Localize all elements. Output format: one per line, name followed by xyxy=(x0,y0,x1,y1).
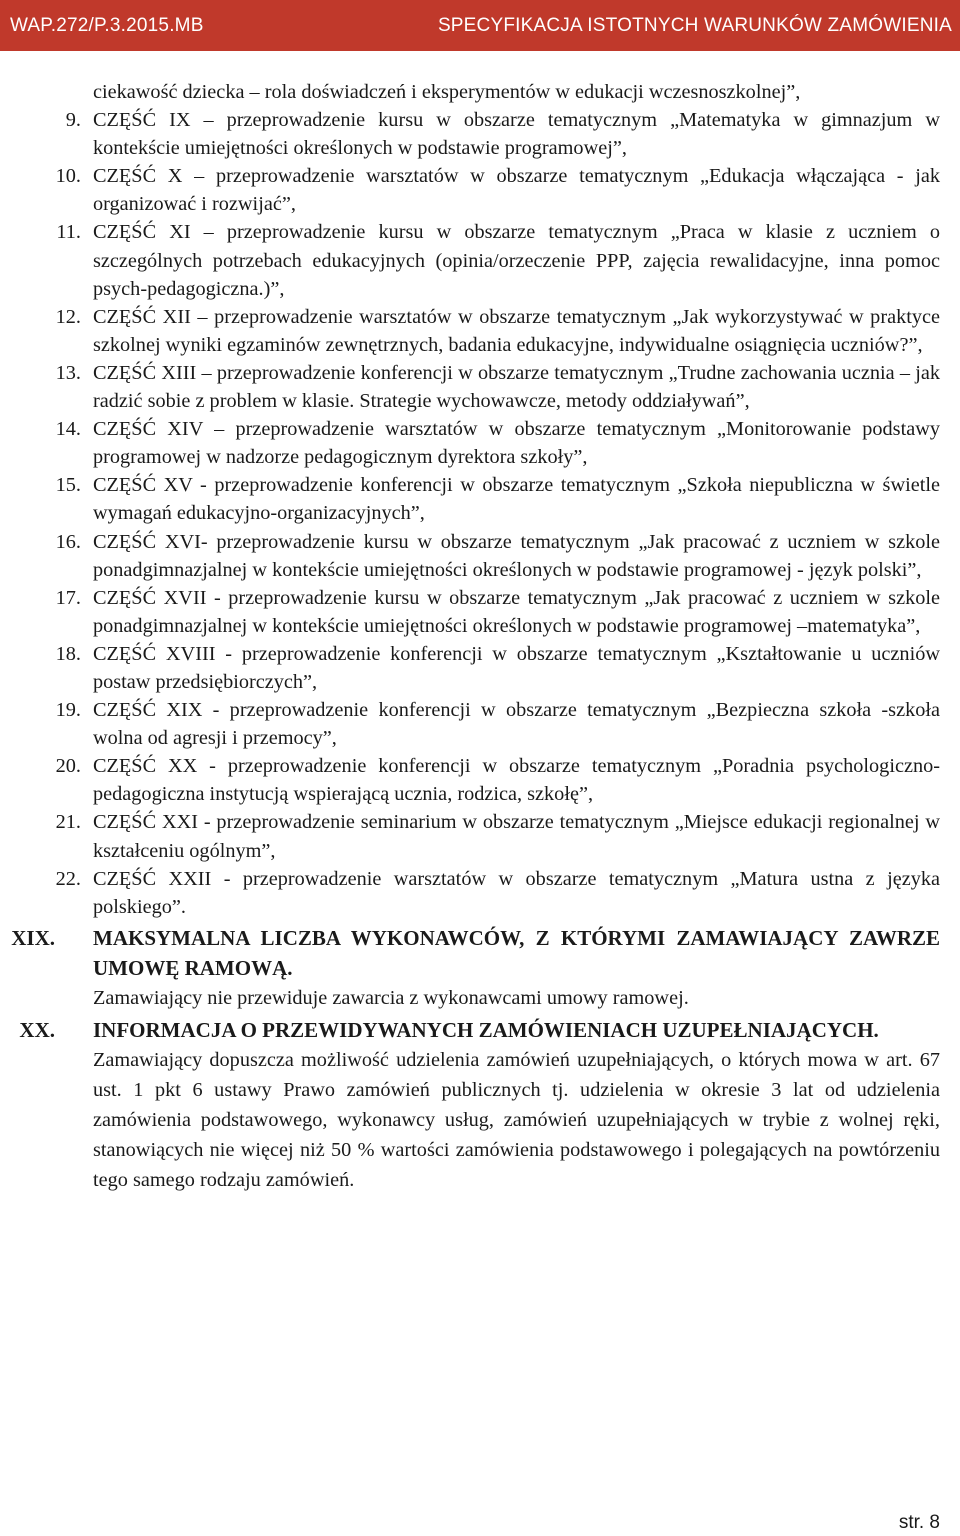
sections-container xyxy=(0,923,960,1195)
section-body: Zamawiający dopuszcza możliwość udzielenia zamówień uzupełniających, o których mowa w art. 67 ust. 1 pkt 6 ustawy Prawo zamówień publicznych tj. udzielenia w okresie 3 lat od udzielenia zamówienia podstawowego, wykonawcy usług, zamówień uzupełniających w trybie z wolnej ręki, stanowiących nie więcej niż 50 % wartości zamówienia podstawowego i polegających na powtórzeniu tego samego rodzaju zamówień. xyxy=(93,1048,940,1191)
list-item-number: 19. xyxy=(55,699,81,722)
list-item-number: 9. xyxy=(65,109,81,132)
list-item-number: 17. xyxy=(55,586,81,609)
list-item xyxy=(0,359,960,415)
list-item-text: CZĘŚĆ XVIII - przeprowadzenie konferencji w obszarze tematycznym „Kształtowanie u uczniów postaw przedsiębiorczych”, xyxy=(93,642,940,693)
section xyxy=(0,1015,960,1195)
document-reference: WAP.272/P.3.2015.MB xyxy=(10,14,204,36)
list-item xyxy=(0,218,960,302)
list-item-number: 13. xyxy=(55,361,81,384)
section-body: Zamawiający nie przewiduje zawarcia z wykonawcami umowy ramowej. xyxy=(93,986,689,1009)
document-header-bar xyxy=(0,0,960,51)
list-item-text: CZĘŚĆ X – przeprowadzenie warsztatów w obszarze tematycznym „Edukacja włączająca - jak organizować i rozwijać”, xyxy=(93,165,940,216)
section-title: MAKSYMALNA LICZBA WYKONAWCÓW, Z KTÓRYMI ZAMAWIAJĄCY ZAWRZE UMOWĘ RAMOWĄ. xyxy=(93,925,940,980)
list-item xyxy=(0,752,960,808)
list-item-number: 15. xyxy=(55,474,81,497)
list-item xyxy=(0,808,960,864)
page-number: str. 8 xyxy=(898,1512,940,1533)
list-item xyxy=(0,528,960,584)
list-item xyxy=(0,162,960,218)
list-item xyxy=(0,640,960,696)
list-item-number: 14. xyxy=(55,418,81,441)
list-item-text: CZĘŚĆ XVII - przeprowadzenie kursu w obszarze tematycznym „Jak pracować z uczniem w szkole ponadgimnazjalnej w kontekście umiejętności określonych w podstawie programowej –matematyka”, xyxy=(93,586,940,637)
list-item-text: CZĘŚĆ XXII - przeprowadzenie warsztatów w obszarze tematycznym „Matura ustna z języka polskiego”. xyxy=(93,867,940,918)
list-item-number: 11. xyxy=(56,221,81,244)
list-item-number: 20. xyxy=(55,755,81,778)
list-item-text: CZĘŚĆ XIX - przeprowadzenie konferencji w obszarze tematycznym „Bezpieczna szkoła -szkoła wolna od agresji i przemocy”, xyxy=(93,699,940,750)
parts-list xyxy=(0,78,960,921)
document-body xyxy=(0,78,960,1195)
list-item xyxy=(0,865,960,921)
list-item-text: CZĘŚĆ XX - przeprowadzenie konferencji w obszarze tematycznym „Poradnia psychologiczno-pedagogiczna instytucją wspierającą ucznia, rodzica, szkołę”, xyxy=(93,755,940,806)
list-item-number: 22. xyxy=(55,867,81,890)
list-item xyxy=(0,415,960,471)
list-item-number: 10. xyxy=(55,165,81,188)
list-item-text: ciekawość dziecka – rola doświadczeń i eksperymentów w edukacji wczesnoszkolnej”, xyxy=(93,81,801,103)
list-item-number: 16. xyxy=(55,530,81,553)
list-item xyxy=(0,303,960,359)
list-item xyxy=(0,471,960,527)
section-title: INFORMACJA O PRZEWIDYWANYCH ZAMÓWIENIACH UZUPEŁNIAJĄCYCH. xyxy=(93,1017,879,1042)
list-item xyxy=(0,106,960,162)
section-number: XIX. xyxy=(11,925,55,950)
list-item-number: 21. xyxy=(55,811,81,834)
list-item-text: CZĘŚĆ XIV – przeprowadzenie warsztatów w obszarze tematycznym „Monitorowanie podstawy programowej w nadzorze pedagogicznym dyrektora szkoły”, xyxy=(93,418,940,469)
section-number: XX. xyxy=(19,1017,55,1042)
list-item-text: CZĘŚĆ XXI - przeprowadzenie seminarium w obszarze tematycznym „Miejsce edukacji regionalnej w kształceniu ogólnym”, xyxy=(93,811,940,862)
list-item-text: CZĘŚĆ XI – przeprowadzenie kursu w obszarze tematycznym „Praca w klasie z uczniem o szczególnych potrzebach edukacyjnych (opinia/orzeczenie PPP, zajęcia rewalidacyjne, inna pomoc psych-pedagogiczna.)”, xyxy=(93,221,940,300)
list-item-text: CZĘŚĆ XV - przeprowadzenie konferencji w obszarze tematycznym „Szkoła niepubliczna w świetle wymagań edukacyjno-organizacyjnych”, xyxy=(93,474,940,525)
list-item-text: CZĘŚĆ IX – przeprowadzenie kursu w obszarze tematycznym „Matematyka w gimnazjum w kontekście umiejętności określonych w podstawie programowej”, xyxy=(93,109,940,160)
list-item-text: CZĘŚĆ XII – przeprowadzenie warsztatów w obszarze tematycznym „Jak wykorzystywać w praktyce szkolnej wyniki egzaminów zewnętrznych, badania edukacyjne, indywidualne osiągnięcia uczniów?”, xyxy=(93,305,940,356)
list-item xyxy=(0,696,960,752)
section xyxy=(0,923,960,1013)
list-item-text: CZĘŚĆ XIII – przeprowadzenie konferencji w obszarze tematycznym „Trudne zachowania ucznia – jak radzić sobie z problem w klasie. Strategie wychowawcze, metody oddziaływań”, xyxy=(93,361,940,413)
list-item-number: 18. xyxy=(55,642,81,665)
list-item-number: 12. xyxy=(55,305,81,328)
list-item-text: CZĘŚĆ XVI- przeprowadzenie kursu w obszarze tematycznym „Jak pracować z uczniem w szkole ponadgimnazjalnej w kontekście umiejętności określonych w podstawie programowej - język polski”, xyxy=(93,530,940,581)
list-item xyxy=(0,78,960,106)
document-title: SPECYFIKACJA ISTOTNYCH WARUNKÓW ZAMÓWIENIA xyxy=(437,14,952,36)
list-item xyxy=(0,584,960,640)
